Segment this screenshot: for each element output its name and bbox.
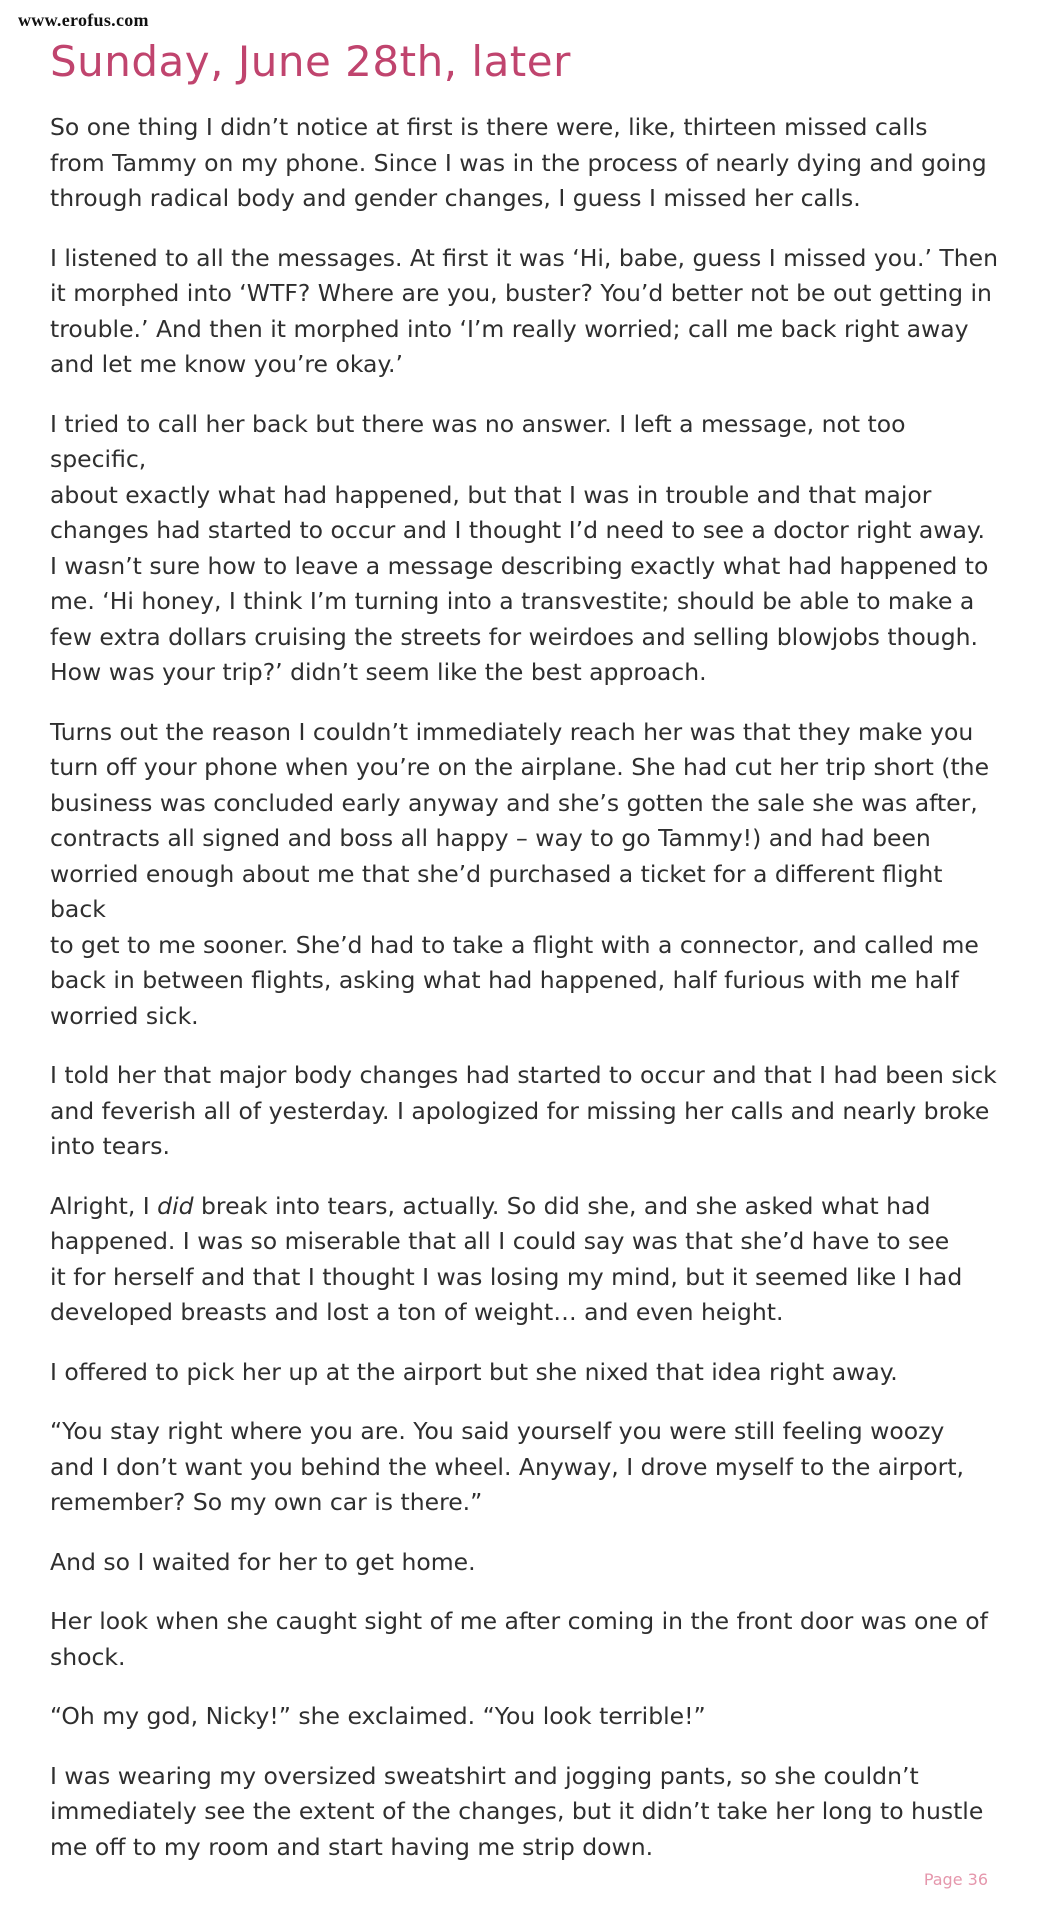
paragraph: “Oh my god, Nicky!” she exclaimed. “You look terrible!” — [50, 1702, 706, 1730]
paragraph: Alright, I did break into tears, actually. So did she, and she asked what had happened. I was so miserable that all I could say was that she’d have to see it for herself and that I thought I was losing my mind, but it seemed like I had developed breasts and lost a ton of weight… and even height. — [50, 1191, 963, 1326]
paragraph: Turns out the reason I couldn’t immediately reach her was that they make you turn off your phone when you’re on the airplane. She had cut her trip short (the business was concluded early anyway and she’s gotten the sale she was after, contracts all signed and boss all happy – way to go Tammy!) and had been worried enough about me that she’d purchased a ticket for a different flight back to get to me sooner. She’d had to take a flight with a connector, and called me back in between flights, asking what had happened, half furious with me half worried sick. — [50, 717, 990, 1030]
paragraph: So one thing I didn’t notice at first is there were, like, thirteen missed calls from Tammy on my phone. Since I was in the process of nearly dying and going through radical body and gender changes, I guess I missed her calls. — [50, 113, 987, 212]
body-text — [50, 110, 1000, 1889]
paragraph: Her look when she caught sight of me after coming in the front door was one of shock. — [50, 1607, 988, 1671]
page-number: Page 36 — [923, 1870, 988, 1889]
paragraph: And so I waited for her to get home. — [50, 1547, 476, 1576]
paragraph: I tried to call her back but there was no answer. I left a message, not too specific, about exactly what had happened, but that I was in trouble and that major changes had started to occur and I thought I’d need to see a doctor right away. I wasn’t sure how to leave a message describing exactly what had happened to me. ‘Hi honey, I think I’m turning into a transvestite; should be able to make a few extra dollars cruising the streets for weirdoes and selling blowjobs though. How was your trip?’ didn’t seem like the best approach. — [50, 409, 989, 686]
page-title: Sunday, June 28th, later — [50, 37, 571, 86]
watermark: www.erofus.com — [18, 10, 208, 30]
emphasis: did — [157, 1191, 194, 1220]
paragraph: I was wearing my oversized sweatshirt and jogging pants, so she couldn’t immediately see the extent of the changes, but it didn’t take her long to hustle me off to my room and start having me strip down. — [50, 1761, 984, 1861]
paragraph: “You stay right where you are. You said yourself you were still feeling woozy and I don’t want you behind the wheel. Anyway, I drove myself to the airport, remember? So my own car is there.” — [50, 1417, 965, 1516]
paragraph: I listened to all the messages. At first it was ‘Hi, babe, guess I missed you.’ Then it morphed into ‘WTF? Where are you, buster? You’d better not be out getting in trouble.’ And then it morphed into ‘I’m really worried; call me back right away and let me know you’re okay.’ — [50, 243, 999, 378]
paragraph: I told her that major body changes had started to occur and that I had been sick and feverish all of yesterday. I apologized for missing her calls and nearly broke into tears. — [50, 1061, 997, 1160]
paragraph: I offered to pick her up at the airport but she nixed that idea right away. — [50, 1357, 898, 1386]
